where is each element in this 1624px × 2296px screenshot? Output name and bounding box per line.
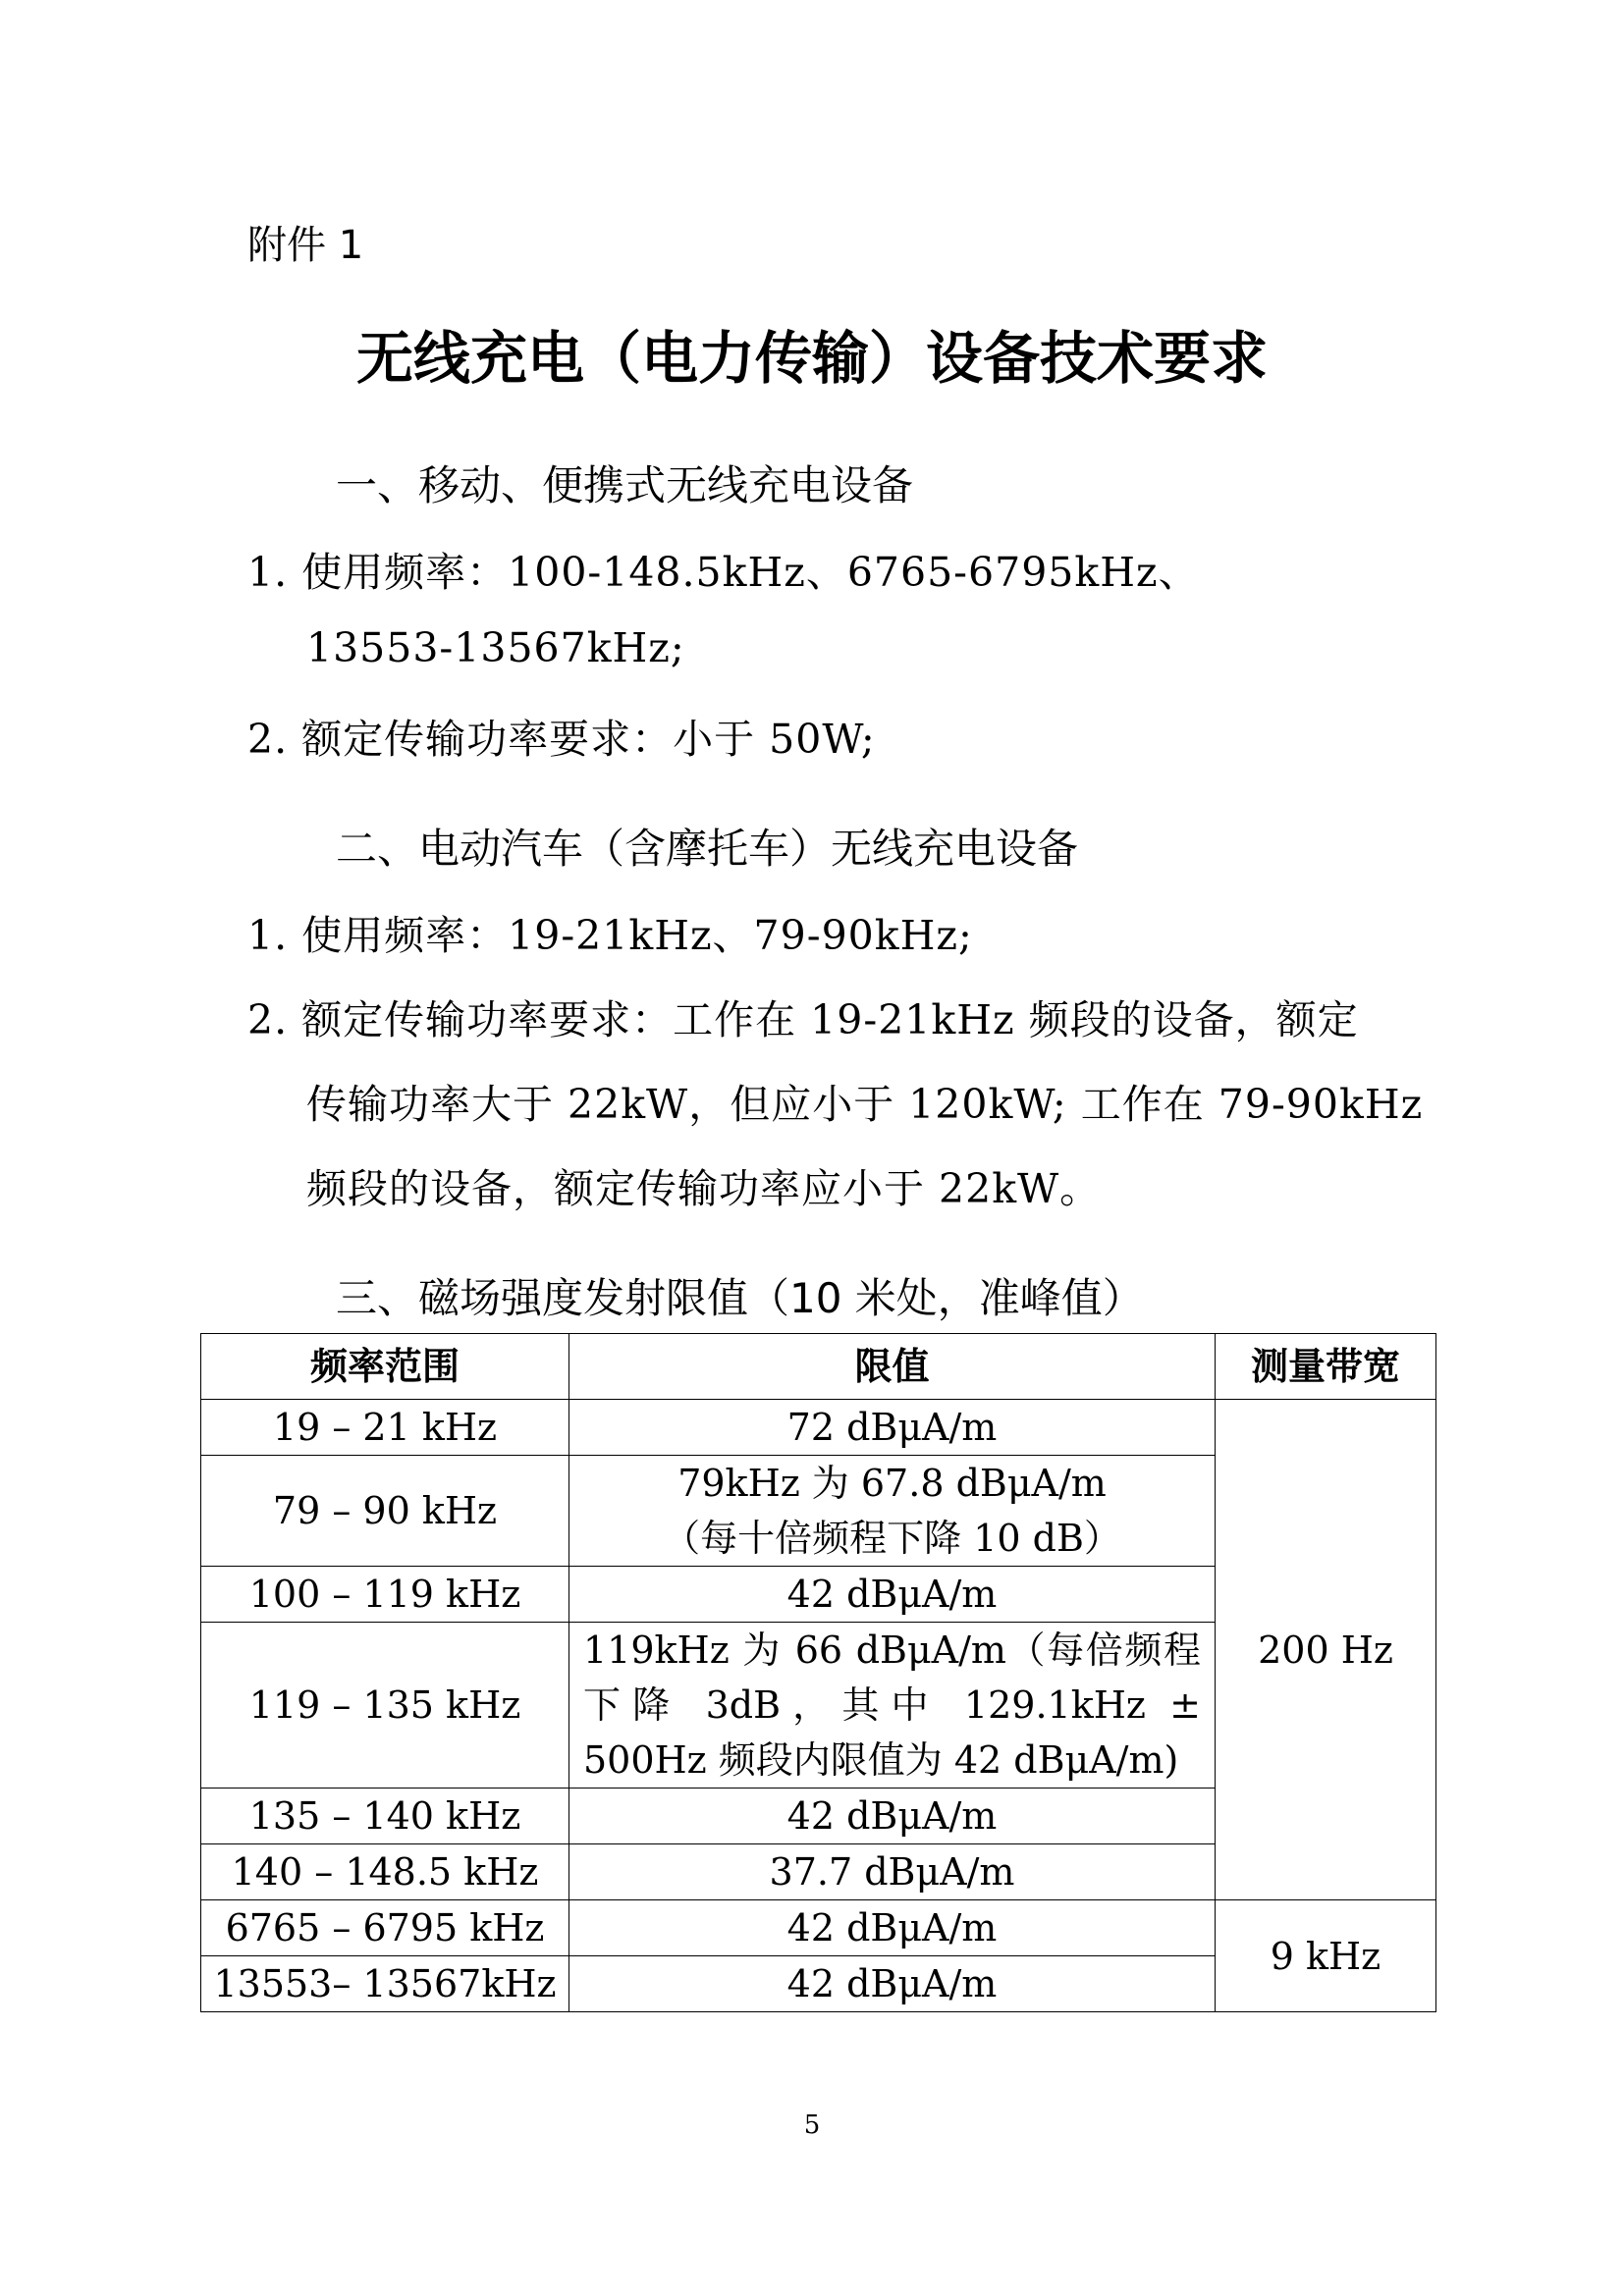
bandwidth-cell: 9 kHz — [1216, 1900, 1436, 2012]
header-frequency-range: 频率范围 — [201, 1334, 569, 1400]
limit-line: 79kHz 为 67.8 dBμA/m — [677, 1462, 1107, 1505]
frequency-range-cell: 19 – 21 kHz — [201, 1400, 569, 1456]
emission-limits-table — [200, 1333, 1436, 2012]
page-title: 无线充电（电力传输）设备技术要求 — [355, 325, 1268, 392]
limit-cell — [569, 1456, 1216, 1567]
section-heading-limits: 三、磁场强度发射限值（10 米处，准峰值） — [336, 1274, 1144, 1322]
limit-cell: 42 dBμA/m — [569, 1900, 1216, 1956]
table-header-row — [201, 1334, 1436, 1400]
limit-cell: 42 dBμA/m — [569, 1789, 1216, 1844]
ev-power-line-2: 传输功率大于 22kW，但应小于 120kW; 工作在 79-90kHz — [306, 1081, 1424, 1128]
ev-power-line-3: 频段的设备，额定传输功率应小于 22kW。 — [306, 1165, 1102, 1212]
frequency-range-cell: 13553– 13567kHz — [201, 1956, 569, 2012]
ev-frequency: 1. 使用频率：19-21kHz、79-90kHz; — [247, 912, 973, 959]
frequency-range-cell: 119 – 135 kHz — [201, 1623, 569, 1789]
limit-cell: 72 dBμA/m — [569, 1400, 1216, 1456]
ev-power-line-1: 2. 额定传输功率要求：工作在 19-21kHz 频段的设备，额定 — [247, 996, 1359, 1043]
bandwidth-cell: 200 Hz — [1216, 1400, 1436, 1900]
mobile-frequency-line-2: 13553-13567kHz; — [306, 624, 685, 671]
section-heading-ev: 二、电动汽车（含摩托车）无线充电设备 — [336, 825, 1079, 873]
page-number: 5 — [803, 2110, 821, 2140]
limit-cell: 37.7 dBμA/m — [569, 1844, 1216, 1900]
mobile-power-requirement: 2. 额定传输功率要求：小于 50W; — [247, 716, 876, 763]
table-row — [201, 1900, 1436, 1956]
frequency-range-cell: 6765 – 6795 kHz — [201, 1900, 569, 1956]
section-heading-mobile: 一、移动、便携式无线充电设备 — [336, 461, 914, 509]
frequency-range-cell: 79 – 90 kHz — [201, 1456, 569, 1567]
limit-line: （每十倍频程下降 10 dB） — [663, 1517, 1121, 1560]
limit-cell: 42 dBμA/m — [569, 1567, 1216, 1623]
table-row — [201, 1400, 1436, 1456]
limit-cell: 42 dBμA/m — [569, 1956, 1216, 2012]
frequency-range-cell: 135 – 140 kHz — [201, 1789, 569, 1844]
header-limit: 限值 — [569, 1334, 1216, 1400]
annex-label: 附件 1 — [247, 223, 364, 268]
limit-cell: 119kHz 为 66 dBμA/m（每倍频程下降 3dB，其中 129.1kHz ± 500Hz 频段内限值为 42 dBμA/m) — [569, 1623, 1216, 1789]
mobile-frequency-line-1: 1. 使用频率：100-148.5kHz、6765-6795kHz、 — [247, 549, 1200, 596]
frequency-range-cell: 140 – 148.5 kHz — [201, 1844, 569, 1900]
header-bandwidth: 测量带宽 — [1216, 1334, 1436, 1400]
frequency-range-cell: 100 – 119 kHz — [201, 1567, 569, 1623]
